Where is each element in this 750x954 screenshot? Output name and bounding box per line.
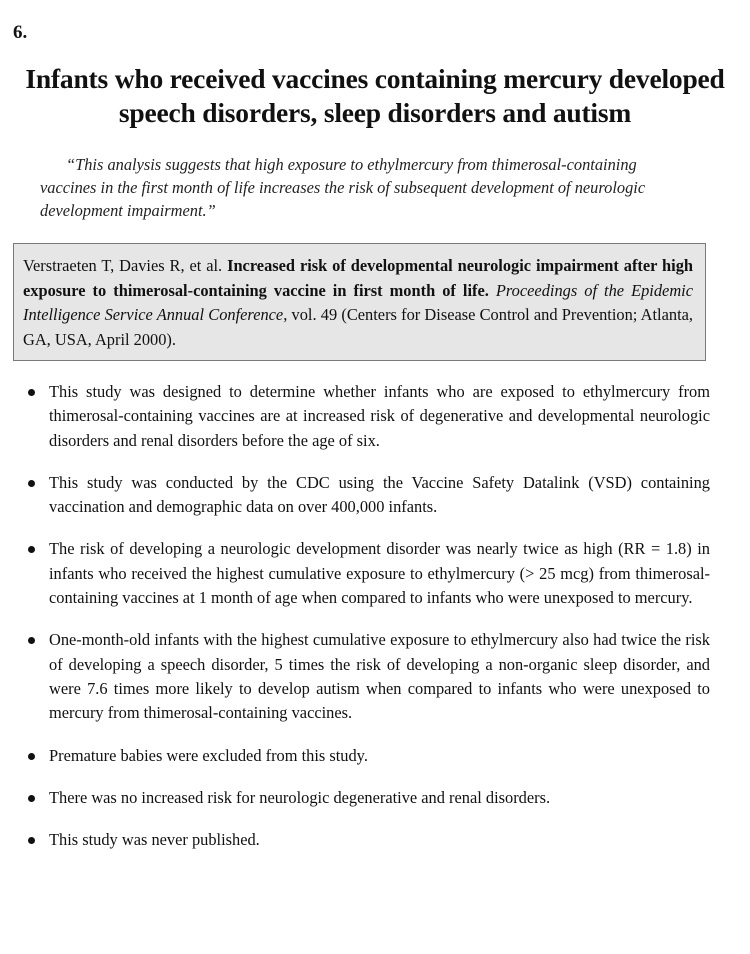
citation-article-title: Increased risk of developmental neurologic impairment after high exposure to thimerosal-containing vaccine in first month of life. [23, 256, 693, 300]
list-item-text: This study was designed to determine whether infants who are exposed to ethylmercury from thimerosal-containing vaccines are at increased risk of degenerative and developmental neurologic disorders and renal disorders before the age of six. [49, 382, 710, 450]
list-item [28, 471, 710, 520]
page-title: Infants who received vaccines containing mercury developed speech disorders, sleep disorders and autism [25, 63, 725, 128]
bullet-icon [28, 637, 35, 644]
bullet-icon [28, 546, 35, 553]
bullet-icon [28, 480, 35, 487]
citation-box [13, 243, 706, 361]
list-item-text: One-month-old infants with the highest cumulative exposure to ethylmercury also had twice the risk of developing a speech disorder, 5 times the risk of developing a non-organic sleep disorder, and were 7.6 times more likely to develop autism when compared to infants who were unexposed to mercury from thimerosal-containing vaccines. [49, 630, 710, 723]
list-item-text: The risk of developing a neurologic development disorder was nearly twice as high (RR = 1.8) in infants who received the highest cumulative exposure to ethylmercury (> 25 mcg) from thimerosal-containing vaccines at 1 month of age when compared to infants who were unexposed to mercury. [49, 539, 710, 608]
list-item [28, 786, 710, 810]
list-item [28, 537, 710, 610]
list-item [28, 744, 710, 768]
list-item [28, 628, 710, 725]
citation-details: , vol. 49 (Centers for Disease Control and Prevention; Atlanta, GA, USA, April 2000). [23, 305, 693, 349]
list-item [28, 828, 710, 852]
bullet-icon [28, 753, 35, 760]
bullet-icon [28, 389, 35, 396]
list-item-text: Premature babies were excluded from this study. [49, 745, 368, 765]
list-item-text: There was no increased risk for neurologic degenerative and renal disorders. [49, 787, 551, 807]
section-number: 6. [13, 22, 28, 43]
list-item [28, 380, 710, 453]
citation-journal: Proceedings of the Epidemic Intelligence Service Annual Conference [23, 280, 693, 324]
bullet-icon [28, 837, 35, 844]
bullet-icon [28, 795, 35, 802]
findings-list [28, 380, 710, 870]
list-item-text: This study was conducted by the CDC using the Vaccine Safety Datalink (VSD) containing vaccination and demographic data on over 400,000 infants. [49, 472, 710, 517]
list-item-text: This study was never published. [49, 830, 260, 850]
citation-authors: Verstraeten T, Davies R, et al. [23, 256, 228, 275]
pull-quote: “This analysis suggests that high exposure to ethylmercury from thimerosal-containing vaccines in the first month of life increases the risk of subsequent development of neurologic development impairment.” [40, 155, 646, 220]
